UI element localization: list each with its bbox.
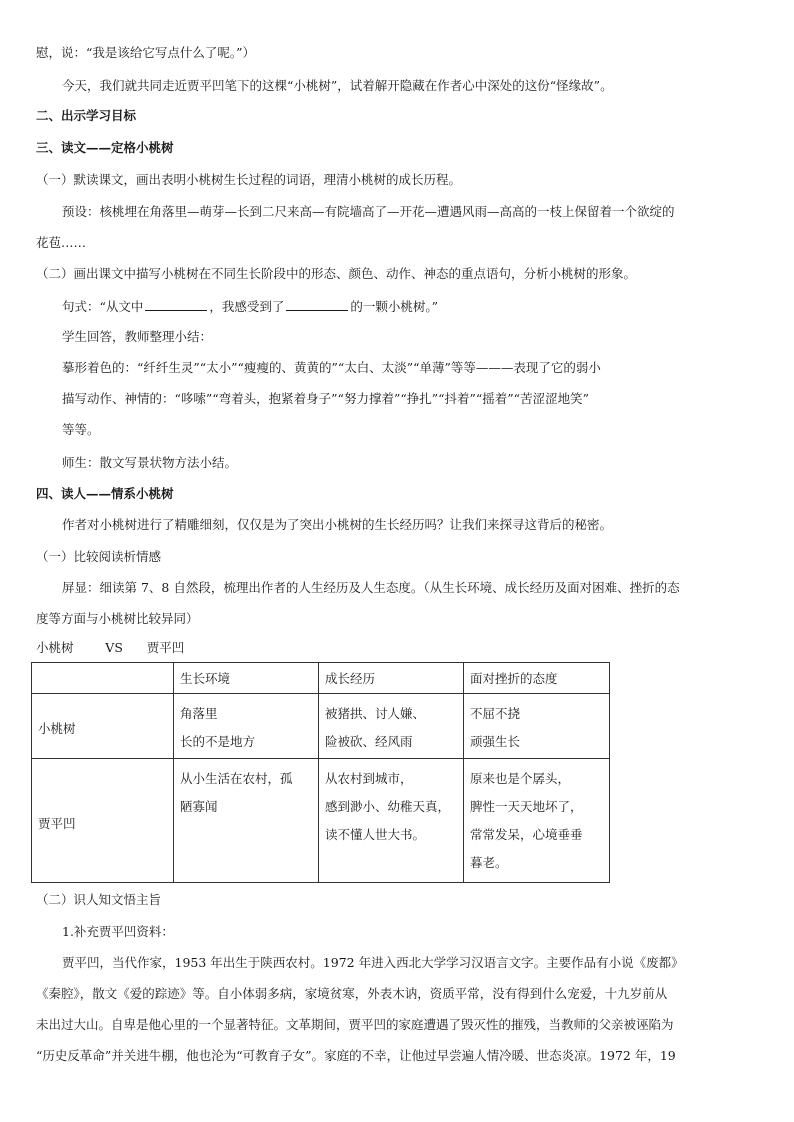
paragraph-line: 摹形着色的：“纤纤生灵”“太小”“瘦瘦的、黄黄的”“太白、太淡”“单薄”等等———表现了它的弱小 (62, 360, 601, 375)
paragraph-line: 贾平凹，当代作家，1953 年出生于陕西农村。1972 年进入西北大学学习汉语言文字。主要作品有小说《废都》 (62, 955, 684, 970)
paragraph-line: 未出过大山。自卑是他心里的一个显著特征。文革期间，贾平凹的家庭遭遇了毁灭性的摧残，当教师的父亲被诬陷为 (36, 1017, 674, 1032)
row-label: 贾平凹 (32, 759, 174, 883)
paragraph-line: 学生回答，教师整理小结： (62, 329, 213, 344)
table-header-row (32, 663, 610, 694)
sentence-pattern-part: 句式：“从文中 (62, 299, 144, 314)
paragraph-line: 描写动作、神情的：“哆嗦”“弯着头，抱紧着身子”“努力撑着”“挣扎”“抖着”“摇着”“苦涩涩地笑” (62, 391, 589, 406)
table-cell (174, 759, 319, 883)
comparison-table (31, 662, 610, 883)
cell-line: 不屈不挠 (470, 706, 521, 721)
cell-line: 暮老。 (470, 855, 508, 870)
subheading: （二）识人知文悟主旨 (36, 892, 162, 907)
table-header-cell: 面对挫折的态度 (464, 663, 610, 694)
cell-line: 从农村到城市， (325, 771, 413, 786)
table-cell (319, 694, 464, 759)
paragraph-line: 师生：散文写景状物方法小结。 (62, 455, 238, 470)
table-row (32, 694, 610, 759)
cell-line: 感到渺小、幼稚天真， (325, 799, 451, 814)
cell-line: 陋寡闻 (180, 799, 218, 814)
paragraph-line: 《秦腔》，散文《爱的踪迹》等。自小体弱多病，家境贫寒，外表木讷，资质平常，没有得到什么宠爱，十九岁前从 (36, 986, 668, 1001)
paragraph-line: 花苞…… (36, 235, 87, 250)
cell-line: 从小生活在农村，孤 (180, 771, 293, 786)
section-heading: 二、出示学习目标 (36, 108, 137, 123)
paragraph-line: 慰，说：“我是该给它写点什么了呢。”） (36, 45, 256, 60)
table-cell (464, 694, 610, 759)
cell-line: 脾性一天天地坏了， (470, 799, 583, 814)
cell-line: 长的不是地方 (180, 734, 256, 749)
cell-line: 险被砍、经风雨 (325, 734, 413, 749)
subheading: （一）默读课文，画出表明小桃树生长过程的词语，理清小桃树的成长历程。 (36, 172, 462, 187)
cell-line: 角落里 (180, 706, 218, 721)
comparison-caption: 小桃树 VS 贾平凹 (36, 640, 185, 655)
section-heading: 四、读人——情系小桃树 (36, 486, 174, 501)
paragraph-line: 预设：核桃埋在角落里—萌芽—长到二尺来高—有院墙高了—开花—遭遇风雨—高高的一枝上保留着一个欲绽的 (62, 204, 675, 219)
cell-line: 顽强生长 (470, 734, 521, 749)
paragraph-line: 今天，我们就共同走近贾平凹笔下的这棵“小桃树”，试着解开隐藏在作者心中深处的这份“怪缘故”。 (62, 78, 613, 93)
sentence-pattern-part: 的一颗小桃树。” (350, 299, 439, 314)
paragraph-line: “历史反革命”并关进牛棚，他也沦为“可教育子女”。家庭的不幸，让他过早尝遍人情冷暖、世态炎凉。1972 年，19 (36, 1048, 676, 1063)
table-header-cell: 生长环境 (174, 663, 319, 694)
cell-line: 被猪拱、讨人嫌、 (325, 706, 426, 721)
fill-blank (286, 298, 348, 311)
section-heading: 三、读文——定格小桃树 (36, 140, 174, 155)
table-header-cell (32, 663, 174, 694)
sentence-pattern (62, 298, 438, 315)
fill-blank (145, 298, 207, 311)
table-cell (319, 759, 464, 883)
paragraph-line: 度等方面与小桃树比较异同） (36, 611, 199, 626)
cell-line: 读不懂人世大书。 (325, 827, 426, 842)
table-cell (464, 759, 610, 883)
paragraph-line: 屏显：细读第 7、8 自然段，梳理出作者的人生经历及人生态度。（从生长环境、成长经历及面对困难、挫折的态 (62, 580, 680, 595)
cell-line: 常常发呆，心境垂垂 (470, 827, 583, 842)
row-label: 小桃树 (32, 694, 174, 759)
cell-line: 原来也是个孱头， (470, 771, 571, 786)
table-cell (174, 694, 319, 759)
paragraph-line: 1.补充贾平凹资料： (62, 924, 174, 939)
paragraph-line: 等等。 (62, 422, 100, 437)
sentence-pattern-part: ，我感受到了 (209, 299, 285, 314)
subheading: （一）比较阅读析情感 (36, 549, 162, 564)
table-header-cell: 成长经历 (319, 663, 464, 694)
paragraph-line: 作者对小桃树进行了精雕细刻，仅仅是为了突出小桃树的生长经历吗？让我们来探寻这背后的秘密。 (62, 517, 613, 532)
subheading: （二）画出课文中描写小桃树在不同生长阶段中的形态、颜色、动作、神态的重点语句，分析小桃树的形象。 (36, 266, 637, 281)
table-row (32, 759, 610, 883)
